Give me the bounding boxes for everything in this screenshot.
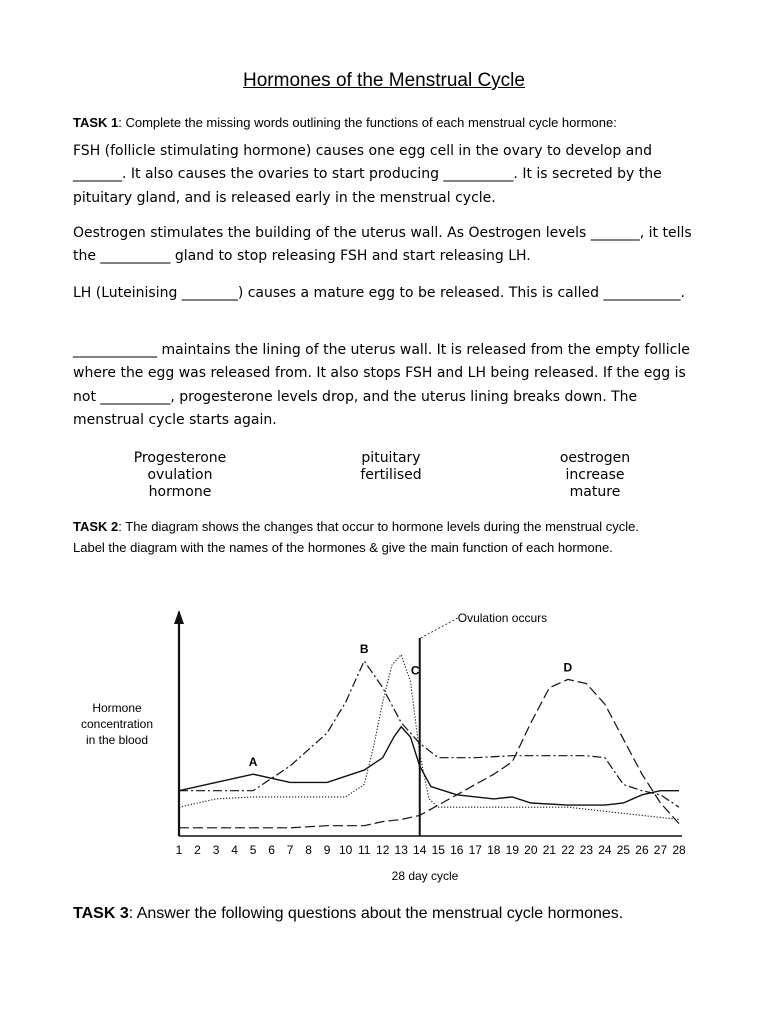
y-axis-label-line3: in the blood [85, 733, 149, 747]
x-tick-label: 3 [212, 843, 220, 857]
word-bank-word: increase [565, 466, 625, 483]
word-bank-word: ovulation [147, 466, 213, 483]
x-tick-label: 7 [286, 843, 294, 857]
x-tick-label: 13 [394, 843, 408, 857]
word-bank-column-3 [495, 450, 695, 500]
word-bank-word: fertilised [360, 466, 422, 483]
task2-instruction-line1: : The diagram shows the changes that occur to hormone levels during the menstrual cycle. [118, 519, 640, 534]
task1-instruction [73, 112, 617, 133]
x-tick-label: 9 [323, 843, 331, 857]
word-bank-word: oestrogen [559, 450, 631, 466]
task1-instruction-text: : Complete the missing words outlining the functions of each menstrual cycle hormone: [118, 115, 617, 130]
x-tick-label: 19 [505, 843, 520, 857]
task3-instruction [73, 905, 623, 923]
x-tick-label: 1 [175, 843, 183, 857]
task3-label: TASK 3 [73, 905, 129, 922]
series-label-c: C [410, 663, 420, 678]
x-tick-label: 5 [249, 843, 257, 857]
word-bank-word: Progesterone [133, 450, 227, 466]
x-tick-label: 10 [338, 843, 353, 857]
x-tick-label: 22 [561, 843, 575, 857]
paragraph-progesterone: ____________ maintains the lining of the uterus wall. It is released from the empty follicle where the egg was released from. It also stops FSH and LH being released. If the egg is not __________, progesterone levels drop, and the uterus lining breaks down. The menstrual cycle starts again. [73, 342, 690, 429]
series-line-c [179, 655, 679, 820]
word-bank-word: pituitary [361, 450, 421, 466]
x-tick-label: 14 [413, 843, 427, 857]
ovulation-annotation: Ovulation occurs [457, 611, 548, 625]
x-tick-label: 17 [468, 843, 482, 857]
series-label-b: B [359, 641, 369, 656]
page-title: Hormones of the Menstrual Cycle [243, 70, 525, 91]
x-tick-label: 15 [431, 843, 445, 857]
x-tick-label: 20 [524, 843, 538, 857]
series-label-d: D [563, 660, 573, 675]
paragraph-lh: LH (Luteinising ________) causes a mature egg to be released. This is called ___________. [73, 285, 685, 301]
word-bank-word: mature [569, 483, 621, 500]
x-tick-label: 23 [579, 843, 594, 857]
x-tick-label: 28 [672, 843, 686, 857]
x-tick-label: 21 [542, 843, 557, 857]
x-tick-label: 8 [305, 843, 312, 857]
x-tick-label: 11 [357, 843, 371, 857]
x-tick-label: 12 [376, 843, 390, 857]
hormone-level-chart [60, 600, 700, 890]
paragraph-fsh: FSH (follicle stimulating hormone) causes one egg cell in the ovary to develop and _______. It also causes the ovaries to start producing __________. It is secreted by the pituitary gland, and is released early in the menstrual cycle. [73, 143, 662, 206]
word-bank-word: hormone [148, 483, 212, 500]
x-tick-label: 16 [450, 843, 464, 857]
series-label-a: A [248, 755, 258, 770]
task2-label: TASK 2 [73, 519, 119, 534]
x-tick-label: 26 [635, 843, 649, 857]
y-axis-label-line1: Hormone [92, 701, 142, 715]
task1-label: TASK 1 [73, 115, 119, 130]
x-tick-label: 6 [268, 843, 275, 857]
word-bank-column-2 [291, 450, 491, 484]
x-tick-label: 18 [487, 843, 501, 857]
x-tick-label: 24 [598, 843, 612, 857]
x-axis-label: 28 day cycle [391, 869, 459, 883]
x-tick-label: 4 [231, 843, 238, 857]
word-bank-column-1 [80, 450, 280, 500]
y-axis-label-line2: concentration [80, 717, 154, 731]
task2-instruction [73, 516, 639, 558]
y-axis-arrow-icon [174, 610, 184, 624]
ovulation-pointer [421, 618, 458, 638]
x-tick-label: 2 [194, 843, 201, 857]
task2-instruction-line2: Label the diagram with the names of the hormones & give the main function of each hormone. [73, 540, 613, 555]
series-line-b [179, 661, 679, 807]
x-tick-label: 27 [653, 843, 668, 857]
x-tick-label: 25 [616, 843, 631, 857]
paragraph-oestrogen: Oestrogen stimulates the building of the uterus wall. As Oestrogen levels _______, it tells the __________ gland to stop releasing FSH and start releasing LH. [73, 225, 692, 265]
task3-text: : Answer the following questions about the menstrual cycle hormones. [128, 905, 624, 922]
